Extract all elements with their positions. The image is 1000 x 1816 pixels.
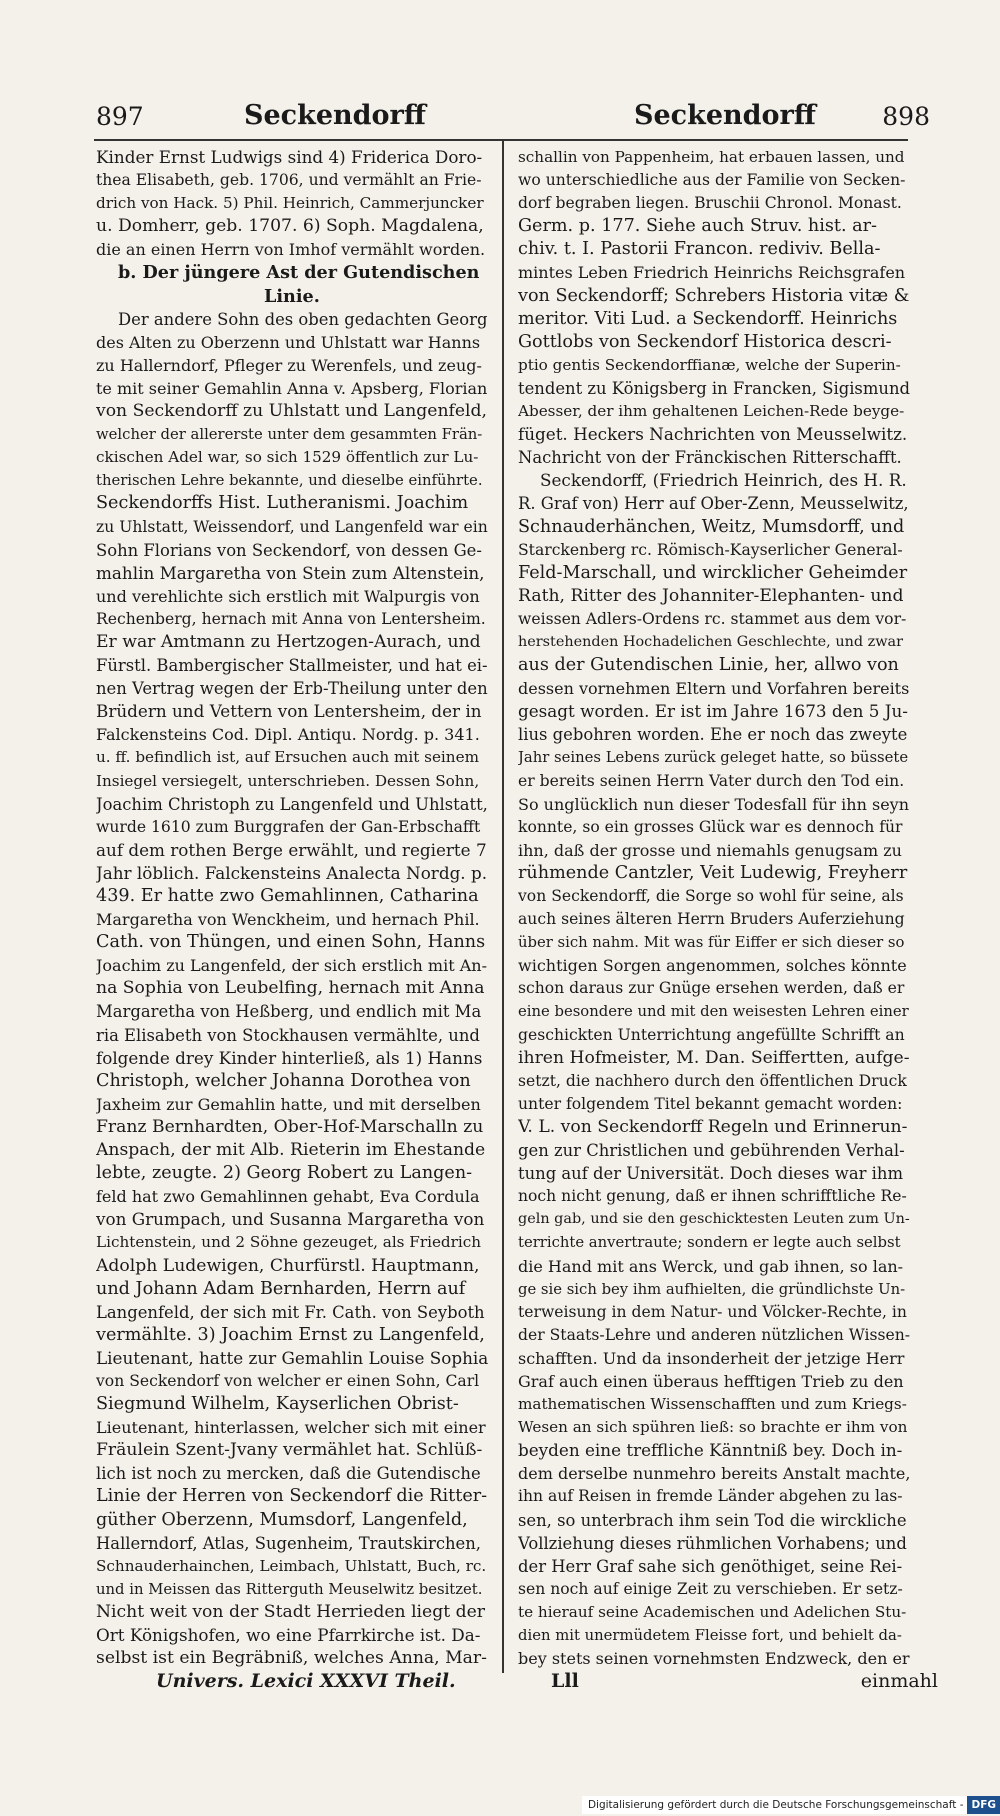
- right-column-line: geschickten Unterrichtung angefüllte Schrifft an: [518, 1025, 905, 1044]
- right-column-line: Gottlobs von Seckendorf Historica descri-: [518, 331, 892, 352]
- right-column-line: der Herr Graf sahe sich genöthiget, seine Rei-: [518, 1556, 903, 1576]
- right-column-line: mathematischen Wissenschafften und zum Kriegs-: [518, 1395, 907, 1414]
- right-column-line: terrichte anvertraute; sondern er legte auch selbst: [518, 1234, 901, 1252]
- left-column-line: therischen Lehre bekannte, und dieselbe einführte.: [96, 472, 483, 490]
- right-column-line: R. Graf von) Herr auf Ober-Zenn, Meusselwitz,: [518, 494, 909, 514]
- left-column-line: Schnauderhainchen, Leimbach, Uhlstatt, Buch, rc.: [96, 1556, 487, 1575]
- right-column-line: füget. Heckers Nachrichten von Meusselwitz.: [518, 424, 908, 445]
- left-column-line: Jahr löblich. Falckensteins Analecta Nordg. p.: [96, 862, 488, 883]
- dfg-notice-text: Digitalisierung gefördert durch die Deutsche Forschungsgemeinschaft -: [587, 1799, 964, 1811]
- right-column-line: Seckendorff, (Friedrich Heinrich, des H. R.: [540, 470, 907, 491]
- left-column-line: Siegmund Wilhelm, Kayserlichen Obrist-: [96, 1394, 459, 1415]
- right-column-line: sen, so unterbrach ihm sein Tod die wirckliche: [518, 1510, 907, 1530]
- right-column-line: Feld-Marschall, und wircklicher Geheimder: [518, 562, 908, 583]
- right-column: [518, 146, 910, 1670]
- right-column-line: von Seckendorff, die Sorge so wohl für seine, als: [518, 887, 904, 905]
- left-column-line: drich von Hack. 5) Phil. Heinrich, Cammerjuncker: [96, 194, 484, 213]
- right-column-line: So unglücklich nun dieser Todesfall für ihn seyn: [518, 794, 909, 814]
- left-column-line: zu Hallerndorf, Pfleger zu Werenfels, und zeug-: [96, 355, 482, 375]
- header-rule: [94, 139, 908, 141]
- left-column-line: Seckendorffs Hist. Lutheranismi. Joachim: [96, 493, 469, 514]
- right-column-line: schallin von Pappenheim, hat erbauen lassen, und: [518, 148, 905, 166]
- catchword: einmahl: [860, 1670, 938, 1692]
- left-column-line: des Alten zu Oberzenn und Uhlstatt war Hanns: [96, 332, 481, 352]
- left-column-line: Rechenberg, hernach mit Anna von Lentersheim.: [96, 609, 486, 628]
- left-column-line: Er war Amtmann zu Hertzogen-Aurach, und: [96, 631, 481, 652]
- left-column-line: welcher der allererste unter dem gesammten Frän-: [96, 426, 483, 444]
- left-column-line: auf dem rothen Berge erwählt, und regierte 7: [96, 839, 487, 860]
- left-column-line: Ort Königshofen, wo eine Pfarrkirche ist. Da-: [96, 1625, 481, 1645]
- right-column-line: ihn, daß der grosse und niemahls genugsam zu: [518, 840, 902, 860]
- right-column-line: schafften. Und da insonderheit der jetzige Herr: [518, 1348, 905, 1368]
- page-header: [96, 100, 930, 142]
- left-column-line: ckischen Adel war, so sich 1529 öffentlich zur Lu-: [96, 448, 479, 467]
- right-column-line: Vollziehung dieses rühmlichen Vorhabens; und: [518, 1533, 907, 1553]
- right-column-line: Starckenberg rc. Römisch-Kayserlicher General-: [518, 540, 903, 559]
- right-column-line: bey stets seinen vornehmsten Endzweck, den er: [518, 1649, 910, 1669]
- right-column-line: unter folgendem Titel bekannt gemacht worden:: [518, 1094, 903, 1113]
- right-column-line: rühmende Cantzler, Veit Ludewig, Freyherr: [518, 862, 908, 883]
- right-column-line: lius gebohren worden. Ehe er noch das zweyte: [518, 725, 908, 745]
- right-column-line: mintes Leben Friedrich Heinrichs Reichsgrafen: [518, 263, 906, 283]
- right-column-line: Wesen an sich spühren ließ: so brachte er ihm von: [518, 1418, 908, 1437]
- left-column-line: mahlin Margaretha von Stein zum Altenstein,: [96, 562, 485, 583]
- left-column-line: selbst ist ein Begräbniß, welches Anna, Mar-: [96, 1648, 487, 1669]
- right-column-line: ge sie sich bey ihm aufhielten, die gründlichste Un-: [518, 1280, 906, 1298]
- left-column-line: Sohn Florians von Seckendorf, von dessen Ge-: [96, 540, 482, 560]
- left-column-line: folgende drey Kinder hinterließ, als 1) Hanns: [96, 1047, 483, 1068]
- left-column-line: wurde 1610 zum Burggrafen der Gan-Erbschafft: [96, 817, 481, 836]
- right-column-line: von Seckendorff; Schrebers Historia vitæ &: [518, 285, 910, 306]
- left-column-line: u. ff. befindlich ist, auf Ersuchen auch mit seinem: [96, 748, 479, 767]
- left-column-line: Anspach, der mit Alb. Rieterin im Ehestande: [96, 1140, 486, 1161]
- left-column-line: die an einen Herrn von Imhof vermählt worden.: [96, 240, 486, 260]
- left-column-line: thea Elisabeth, geb. 1706, und vermählt an Frie-: [96, 171, 482, 190]
- right-column-line: aus der Gutendischen Linie, her, allwo von: [518, 655, 899, 676]
- left-column-line: zu Uhlstatt, Weissendorf, und Langenfeld war ein: [96, 517, 488, 536]
- right-column-line: Abesser, der ihm gehaltenen Leichen-Rede beyge-: [518, 402, 905, 421]
- right-column-line: über sich nahm. Mit was für Eiffer er sich dieser so: [518, 934, 905, 952]
- left-column-line: von Seckendorff zu Uhlstatt und Langenfeld,: [96, 401, 488, 422]
- right-column-line: wichtigen Sorgen angenommen, solches könnte: [518, 956, 907, 976]
- right-column-line: dem derselbe nunmehro bereits Anstalt machte,: [518, 1464, 910, 1484]
- dfg-notice: [582, 1796, 1000, 1814]
- left-column-line: Margaretha von Wenckheim, und hernach Phil.: [96, 910, 480, 930]
- right-column-line: meritor. Viti Lud. a Seckendorff. Heinrichs: [518, 308, 898, 329]
- right-column-line: er bereits seinen Herrn Vater durch den Tod ein.: [518, 771, 905, 790]
- left-column-line: lebte, zeugte. 2) Georg Robert zu Langen-: [96, 1163, 473, 1184]
- right-column-line: setzt, die nachhero durch den öffentlichen Druck: [518, 1071, 907, 1090]
- right-column-line: ihn auf Reisen in fremde Länder abgehen zu las-: [518, 1487, 903, 1506]
- column-head-right: Seckendorff: [634, 100, 816, 131]
- right-column-line: Schnauderhänchen, Weitz, Mumsdorff, und: [518, 516, 905, 537]
- right-column-line: sen noch auf einige Zeit zu verschieben. Er setz-: [518, 1579, 903, 1598]
- left-column-line: Brüdern und Vettern von Lentersheim, der in: [96, 701, 482, 722]
- left-column-line: Fürstl. Bambergischer Stallmeister, und hat ei-: [96, 656, 488, 676]
- right-column-line: dessen vornehmen Eltern und Vorfahren bereits: [518, 679, 910, 699]
- right-column-line: gen zur Christlichen und gebührenden Verhal-: [518, 1141, 905, 1161]
- right-column-line: eine besondere und mit den weisesten Lehren einer: [518, 1003, 909, 1021]
- right-column-line: herstehenden Hochadelichen Geschlechte, und zwar: [518, 633, 904, 650]
- right-column-line: schon daraus zur Gnüge ersehen werden, daß er: [518, 979, 905, 998]
- dfg-logo: DFG: [967, 1796, 1000, 1814]
- page-number-left: 897: [96, 102, 144, 131]
- left-column: [96, 146, 488, 1670]
- right-column-line: noch nicht genung, daß er ihnen schrifftliche Re-: [518, 1187, 907, 1206]
- left-column-line: Langenfeld, der sich mit Fr. Cath. von Seyboth: [96, 1302, 485, 1322]
- left-column-line: Linie der Herren von Seckendorf die Ritter-: [96, 1486, 488, 1507]
- left-column-line: u. Domherr, geb. 1707. 6) Soph. Magdalena,: [96, 216, 484, 237]
- right-column-line: Jahr seines Lebens zurück geleget hatte, so büssete: [518, 749, 909, 767]
- left-column-line: nen Vertrag wegen der Erb-Theilung unter den: [96, 679, 488, 699]
- page-number-right: 898: [882, 102, 930, 131]
- left-column-line: Cath. von Thüngen, und einen Sohn, Hanns: [96, 932, 486, 953]
- left-column-line: und in Meissen das Ritterguth Meuselwitz besitzet.: [96, 1580, 483, 1598]
- left-column-line: 439. Er hatte zwo Gemahlinnen, Catharina: [96, 886, 479, 906]
- left-column-line: Insiegel versiegelt, unterschrieben. Dessen Sohn,: [96, 771, 480, 790]
- right-column-line: wo unterschiedliche aus der Familie von Secken-: [518, 171, 906, 190]
- right-column-line: tung auf der Universität. Doch dieses war ihm: [518, 1164, 903, 1184]
- left-column-line: Fräulein Szent-Jvany vermählet hat. Schlüß-: [96, 1440, 483, 1461]
- right-column-line: dorf begraben liegen. Bruschii Chronol. Monast.: [518, 194, 902, 213]
- left-column-line: Lieutenant, hinterlassen, welcher sich mit einer: [96, 1418, 486, 1438]
- left-column-line: lich ist noch zu mercken, daß die Gutendische: [96, 1464, 481, 1484]
- left-column-line: Franz Bernhardten, Ober-Hof-Marschalln zu: [96, 1116, 484, 1137]
- column-head-left: Seckendorff: [244, 100, 426, 131]
- right-column-line: der Staats-Lehre und anderen nützlichen Wissen-: [518, 1325, 910, 1344]
- right-column-line: chiv. t. I. Pastorii Francon. rediviv. Bella-: [518, 239, 881, 260]
- left-column-line: Lichtenstein, und 2 Söhne gezeuget, als Friedrich: [96, 1233, 482, 1252]
- column-separator: [502, 141, 504, 1673]
- left-column-line: b. Der jüngere Ast der Gutendischen: [118, 262, 480, 284]
- right-column-line: auch seines älteren Herrn Bruders Auferziehung: [518, 910, 905, 929]
- left-column-line: na Sophia von Leubelfing, hernach mit Anna: [96, 978, 485, 999]
- left-column-line: güther Oberzenn, Mumsdorf, Langenfeld,: [96, 1509, 468, 1530]
- left-column-line: Adolph Ludewigen, Churfürstl. Hauptmann,: [96, 1255, 480, 1276]
- catchmark: Lll: [551, 1670, 579, 1692]
- right-column-line: beyden eine treffliche Känntniß bey. Doch in-: [518, 1440, 903, 1461]
- left-column-line: vermählte. 3) Joachim Ernst zu Langenfeld,: [96, 1324, 485, 1345]
- left-column-line: Joachim Christoph zu Langenfeld und Uhlstatt,: [96, 794, 488, 814]
- left-column-line: Margaretha von Heßberg, und endlich mit Ma: [96, 1002, 482, 1022]
- left-column-line: und verehlichte sich erstlich mit Walpurgis von: [96, 586, 480, 606]
- right-column-line: konnte, so ein grosses Glück war es dennoch für: [518, 817, 903, 836]
- left-column-line: Falckensteins Cod. Dipl. Antiqu. Nordg. p. 341.: [96, 725, 480, 745]
- page-footer: [96, 1670, 938, 1700]
- left-column-line: Christoph, welcher Johanna Dorothea von: [96, 1070, 471, 1091]
- left-column-line: Kinder Ernst Ludwigs sind 4) Friderica Doro-: [96, 147, 483, 167]
- left-column-line: von Seckendorf von welcher er einen Sohn, Carl: [96, 1371, 480, 1390]
- right-column-line: tendent zu Königsberg in Francken, Sigismund: [518, 378, 910, 398]
- left-column-line: Nicht weit von der Stadt Herrieden liegt der: [96, 1601, 485, 1622]
- right-column-line: ptio gentis Seckendorffianæ, welche der Superin-: [518, 355, 901, 374]
- right-column-line: Graf auch einen überaus hefftigen Trieb zu den: [518, 1371, 904, 1391]
- right-column-line: weissen Adlers-Ordens rc. stammet aus dem vor-: [518, 609, 907, 628]
- left-column-line: Linie.: [264, 285, 320, 307]
- right-column-line: te hierauf seine Academischen und Adelichen Stu-: [518, 1602, 907, 1621]
- left-column-line: te mit seiner Gemahlin Anna v. Apsberg, Florian: [96, 378, 488, 398]
- left-column-line: feld hat zwo Gemahlinnen gehabt, Eva Cordula: [96, 1187, 480, 1207]
- right-column-line: ihren Hofmeister, M. Dan. Seiffertten, aufge-: [518, 1047, 910, 1068]
- left-column-line: von Grumpach, und Susanna Margaretha von: [96, 1209, 485, 1230]
- right-column-line: Nachricht von der Fränckischen Ritterschafft.: [518, 448, 902, 468]
- right-column-line: die Hand mit ans Werck, und gab ihnen, so lan-: [518, 1256, 904, 1276]
- left-column-line: Hallerndorf, Atlas, Sugenheim, Trautskirchen,: [96, 1533, 482, 1553]
- right-column-line: gesagt worden. Er ist im Jahre 1673 den 5 Ju-: [518, 701, 908, 722]
- left-column-line: Der andere Sohn des oben gedachten Georg: [118, 309, 488, 329]
- right-column-line: Rath, Ritter des Johanniter-Elephanten- und: [518, 585, 904, 606]
- left-column-line: Joachim zu Langenfeld, der sich erstlich mit An-: [96, 956, 487, 976]
- right-column-line: dien mit unermüdetem Fleisse fort, und behielt da-: [518, 1627, 902, 1644]
- signature-line: Univers. Lexici XXXVI Theil.: [156, 1670, 456, 1692]
- right-column-line: V. L. von Seckendorff Regeln und Erinnerun-: [518, 1116, 908, 1137]
- left-column-line: Jaxheim zur Gemahlin hatte, und mit derselben: [96, 1094, 481, 1114]
- right-column-line: geln gab, und sie den geschicktesten Leuten zum Un-: [518, 1211, 910, 1228]
- left-column-line: ria Elisabeth von Stockhausen vermählte, und: [96, 1025, 480, 1045]
- right-column-line: Germ. p. 177. Siehe auch Struv. hist. ar-: [518, 216, 877, 237]
- right-column-line: terweisung in dem Natur- und Völcker-Rechte, in: [518, 1302, 907, 1321]
- left-column-line: und Johann Adam Bernharden, Herrn auf: [96, 1278, 466, 1299]
- left-column-line: Lieutenant, hatte zur Gemahlin Louise Sophia: [96, 1347, 488, 1368]
